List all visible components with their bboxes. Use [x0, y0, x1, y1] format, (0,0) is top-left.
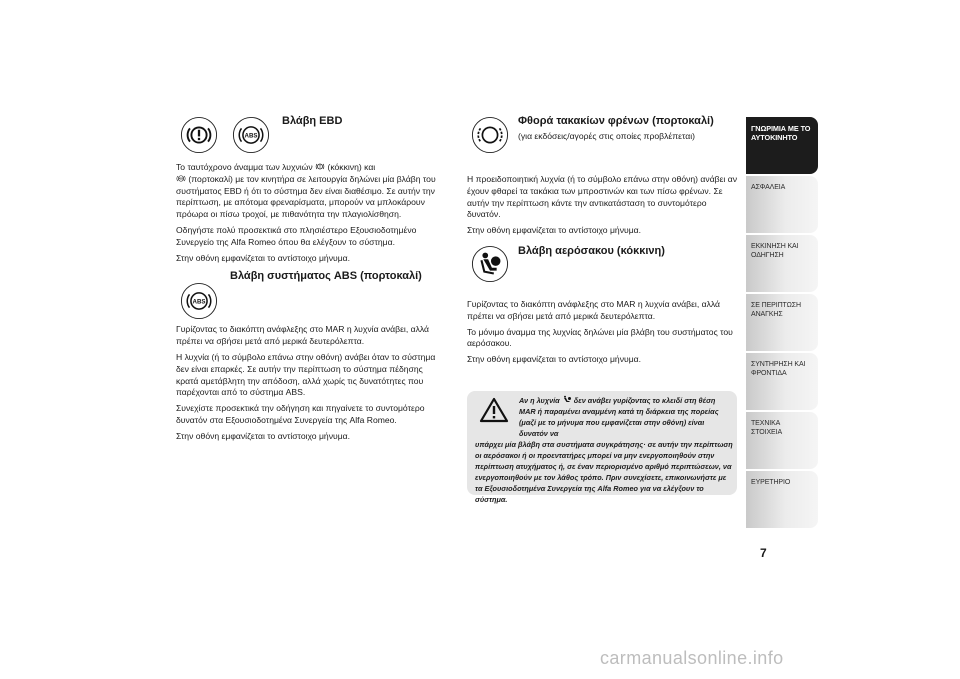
pads-section-header	[467, 112, 737, 174]
abs-icon	[232, 116, 270, 154]
warning-box	[467, 391, 737, 504]
tab-safety[interactable]: ΑΣΦΑΛΕΙΑ	[746, 176, 818, 233]
brake-pad-wear-icon	[471, 116, 509, 154]
watermark: carmanualsonline.info	[600, 648, 784, 668]
tab-index[interactable]: ΕΥΡΕΤΗΡΙΟ	[746, 471, 818, 528]
airbag-paragraph-2: Το μόνιμο άναμμα της λυχνίας δηλώνει μία βλάβη του συστήματος του αερόσακου.	[467, 326, 733, 349]
airbag-paragraph-3: Στην οθόνη εμφανίζεται το αντίστοιχο μήνυμα.	[467, 354, 642, 365]
brake-warning-icon	[180, 116, 218, 154]
tab-starting-driving[interactable]: ΕΚΚΙΝΗΣΗ ΚΑΙ ΟΔΗΓΗΣΗ	[746, 235, 818, 292]
abs-paragraph-3: Συνεχίστε προσεκτικά την οδήγηση και πηγαίνετε το συντομότερο δυνατόν στα Εξουσιοδοτημένα Συνεργεία της Alfa Romeo.	[176, 403, 425, 425]
abs-icon	[176, 174, 186, 183]
left-column	[176, 112, 440, 447]
pads-paragraph-2: Στην οθόνη εμφανίζεται το αντίστοιχο μήνυμα.	[467, 225, 642, 236]
airbag-section-header	[467, 245, 737, 299]
ebd-section-header	[176, 112, 440, 158]
abs-paragraph-1: Γυρίζοντας το διακόπτη ανάφλεξης στο MAR η λυχνία ανάβει, αλλά πρέπει να σβήσει μετά από μερικά δευτερόλεπτα.	[176, 324, 430, 347]
ebd-paragraph-1: Το ταυτόχρονο άναμμα των λυχνιών (κόκκινη) και ABS (πορτοκαλί) με τον κινητήρα σε λειτουργία δηλώνει μία βλάβη του συστήματος EBD ή ότι το σύστημα δεν είναι διαθέσιμο. Σε αυτήν την περίπτωση, με απότομα φρεναρίσματα, μπορούν να μπλοκάρουν πρόωρα οι πίσω τροχοί, με πιθανότητα την πλαγιολίσθηση.	[176, 162, 436, 220]
svg-text:ABS: ABS	[192, 298, 206, 306]
pads-subtitle: (για εκδόσεις/αγορές στις οποίες προβλέπεται)	[518, 131, 695, 141]
airbag-icon	[471, 245, 509, 283]
brake-warning-icon	[315, 162, 325, 171]
chapter-tabs	[746, 117, 818, 530]
abs-paragraph-4: Στην οθόνη εμφανίζεται το αντίστοιχο μήνυμα.	[176, 430, 351, 441]
tab-technical-data[interactable]: ΤΕΧΝΙΚΑ ΣΤΟΙΧΕΙΑ	[746, 412, 818, 469]
ebd-paragraph-3: Στην οθόνη εμφανίζεται το αντίστοιχο μήνυμα.	[176, 252, 351, 263]
tab-getting-to-know[interactable]: ΓΝΩΡΙΜΙΑ ΜΕ ΤΟ ΑΥΤΟΚΙΝΗΤΟ	[746, 117, 818, 174]
svg-text:ABS: ABS	[178, 178, 184, 181]
abs-paragraph-2: Η λυχνία (ή το σύμβολο επάνω στην οθόνη) ανάβει όταν το σύστημα δεν είναι επαρκές. Σε αυτήν την περίπτωση το σύστημα πέδησης κρατά αμετάβλητη την απόδοση, αλλά χωρίς τις δυνατότητες που παρέχονται από το σύστημα ABS.	[176, 351, 436, 398]
airbag-title: Βλάβη αερόσακου (κόκκινη)	[518, 244, 665, 257]
svg-text:ABS: ABS	[244, 132, 258, 140]
airbag-icon	[562, 395, 572, 404]
warning-text: Αν η λυχνία δεν ανάβει γυρίζοντας το κλειδί στη θέση MAR ή παραμένει αναμμένη κατά τη διάρκεια της πορείας (μαζί με το μήνυμα που εμφανίζεται στην οθόνη) είναι δυνατόν να υπάρχει μία βλάβη στα συστήματα συγκράτησης· σε αυτήν την περίπτωση οι αερόσακοι ή οι προεντατήρες μπορεί να μην ενεργοποιηθούν στην περίπτωση ατυχήματος ή, σε έναν περιορισμένο αριθμό περιπτώσεων, να ενεργοποιηθούν με τον λάθος τρόπο. Πριν συνεχίσετε, επικοινωνήστε με τα Εξουσιοδοτημένα Συνεργεία της Alfa Romeo για να ελέγξουν το σύστημα.	[475, 396, 733, 504]
right-column	[467, 112, 737, 370]
page-number: 7	[760, 546, 767, 560]
tab-maintenance[interactable]: ΣΥΝΤΗΡΗΣΗ ΚΑΙ ΦΡΟΝΤΙΔΑ	[746, 353, 818, 410]
airbag-paragraph-1: Γυρίζοντας το διακόπτη ανάφλεξης στο MAR η λυχνία ανάβει, αλλά πρέπει να σβήσει μετά από μερικά δευτερόλεπτα.	[467, 298, 721, 321]
abs-title: Βλάβη συστήματος ABS (πορτοκαλί)	[230, 270, 422, 283]
abs-section-header	[176, 270, 440, 324]
ebd-title: Βλάβη EBD	[282, 115, 343, 127]
pads-title: Φθορά τακακίων φρένων (πορτοκαλί)	[518, 115, 714, 127]
pads-paragraph-1: Η προειδοποιητική λυχνία (ή το σύμβολο επάνω στην οθόνη) ανάβει αν έχουν φθαρεί τα τακάκια των μπροστινών και των πίσω φρένων. Σε αυτήν την περίπτωση κάντε την αντικατάσταση το συντομότερο δυνατόν.	[467, 174, 737, 220]
abs-icon	[180, 282, 218, 320]
tab-emergency[interactable]: ΣΕ ΠΕΡΙΠΤΩΣΗ ΑΝΑΓΚΗΣ	[746, 294, 818, 351]
ebd-paragraph-2: Οδηγήστε πολύ προσεκτικά στο πλησιέστερο Εξουσιοδοτημένο Συνεργείο της Alfa Romeo όπου θα ελέγξουν το σύστημα.	[176, 224, 417, 247]
